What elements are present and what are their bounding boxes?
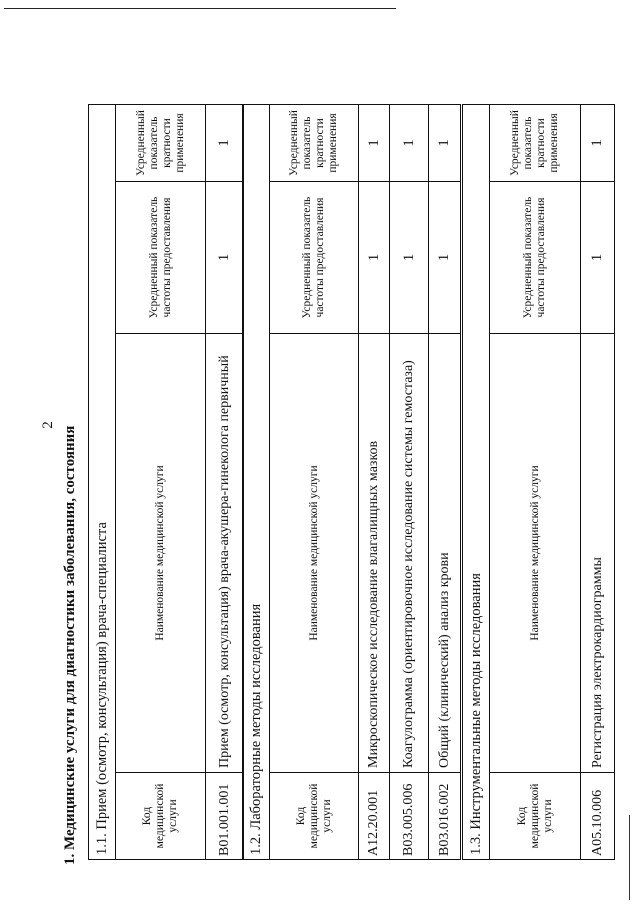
header-frequency: Усредненный показатель частоты предоставления <box>270 182 359 334</box>
table-row <box>429 105 461 860</box>
service-code: B03.005.006 <box>390 773 429 860</box>
service-frequency: 1 <box>206 182 244 334</box>
header-frequency: Усредненный показатель частоты предоставления <box>490 182 581 334</box>
table-subtitle: 1.1. Прием (осмотр, консультация) врача-специалиста <box>89 105 116 860</box>
table-row <box>359 105 390 860</box>
header-code: Код медицинской услуги <box>270 773 359 860</box>
header-frequency: Усредненный показатель частоты предоставления <box>116 182 206 334</box>
header-name: Наименование медицинской услуги <box>116 334 206 773</box>
section-title: 1. Медицинские услуги для диагностики заболевания, состояния <box>62 425 78 865</box>
service-multiplicity: 1 <box>581 105 615 182</box>
service-name: Общий (клинический) анализ крови <box>429 334 461 773</box>
service-frequency: 1 <box>429 182 461 334</box>
service-multiplicity: 1 <box>359 105 390 182</box>
service-frequency: 1 <box>359 182 390 334</box>
table-row <box>206 105 244 860</box>
service-multiplicity: 1 <box>429 105 461 182</box>
header-name: Наименование медицинской услуги <box>490 334 581 773</box>
service-frequency: 1 <box>390 182 429 334</box>
service-name: Регистрация электрокардиограммы <box>581 334 615 773</box>
page-number: 2 <box>40 421 56 429</box>
service-name: Микроскопическое исследование влагалищных мазков <box>359 334 390 773</box>
header-name: Наименование медицинской услуги <box>270 334 359 773</box>
header-multiplicity: Усредненный показатель кратности применения <box>490 105 581 182</box>
service-frequency: 1 <box>581 182 615 334</box>
table-subtitle: 1.3. Инструментальные методы исследования <box>463 105 490 860</box>
table-subtitle: 1.2. Лабораторные методы исследования <box>243 105 270 860</box>
services-table-1-1 <box>88 104 244 860</box>
service-code: B03.016.002 <box>429 773 461 860</box>
scan-edge-line-top <box>4 8 396 9</box>
service-multiplicity: 1 <box>206 105 244 182</box>
rotated-page <box>0 10 640 880</box>
header-multiplicity: Усредненный показатель кратности применения <box>270 105 359 182</box>
table-row <box>581 105 615 860</box>
service-name: Коагулограмма (ориентировочное исследование системы гемостаза) <box>390 334 429 773</box>
service-code: A12.20.001 <box>359 773 390 860</box>
header-code: Код медицинской услуги <box>490 773 581 860</box>
service-code: A05.10.006 <box>581 773 615 860</box>
table-row <box>390 105 429 860</box>
service-multiplicity: 1 <box>390 105 429 182</box>
header-code: Код медицинской услуги <box>116 773 206 860</box>
service-name: Прием (осмотр, консультация) врача-акушера-гинеколога первичный <box>206 334 244 773</box>
services-table-1-3 <box>462 104 615 860</box>
header-multiplicity: Усредненный показатель кратности применения <box>116 105 206 182</box>
service-code: B01.001.001 <box>206 773 244 860</box>
services-table-1-2 <box>242 104 461 860</box>
